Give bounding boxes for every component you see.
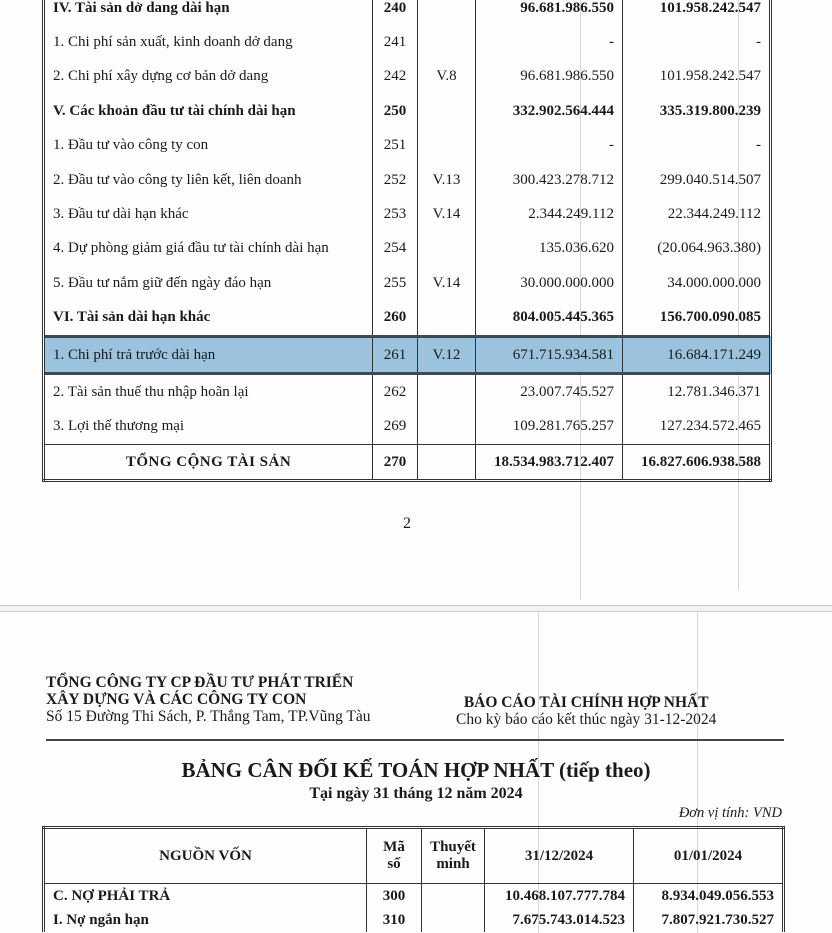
row-note (418, 301, 476, 337)
row-label: 2. Tài sản thuế thu nhập hoãn lại (44, 374, 373, 410)
table-row (44, 60, 771, 94)
row-value-prior: (20.064.963.380) (623, 232, 771, 266)
row-code: 300 (367, 884, 422, 909)
table-row (44, 25, 771, 59)
row-value-current: 10.468.107.777.784 (485, 884, 634, 909)
row-label: 3. Đầu tư dài hạn khác (44, 197, 373, 231)
table-row (44, 232, 771, 266)
row-label: IV. Tài sản dở dang dài hạn (44, 0, 373, 25)
col-header-prior: 01/01/2024 (634, 828, 784, 884)
row-note: V.8 (418, 60, 476, 94)
table-row (44, 908, 784, 932)
row-value-current: 96.681.986.550 (476, 0, 623, 25)
page-title: BẢNG CÂN ĐỐI KẾ TOÁN HỢP NHẤT (tiếp theo) (181, 758, 651, 782)
row-note: V.13 (418, 163, 476, 197)
row-code: 250 (373, 94, 418, 128)
row-value-current: 300.423.278.712 (476, 163, 623, 197)
report-title: BÁO CÁO TÀI CHÍNH HỢP NHẤT (463, 694, 709, 711)
row-label: I. Nợ ngắn hạn (44, 908, 367, 932)
row-value-prior: 7.807.921.730.527 (634, 908, 784, 932)
row-value-current: 2.344.249.112 (476, 197, 623, 231)
row-value-prior: 101.958.242.547 (623, 60, 771, 94)
row-value-prior: 156.700.090.085 (623, 301, 771, 337)
col-header-name: NGUỒN VỐN (44, 828, 367, 884)
row-value-prior: 16.827.606.938.588 (623, 445, 771, 481)
table-row (44, 94, 771, 128)
row-code: 260 (373, 301, 418, 337)
table-row (44, 129, 771, 163)
row-value-prior: 101.958.242.547 (623, 0, 771, 25)
row-code: 310 (367, 908, 422, 932)
row-label: 1. Đầu tư vào công ty con (44, 129, 373, 163)
row-code: 240 (373, 0, 418, 25)
row-note (422, 884, 485, 909)
row-value-current: 7.675.743.014.523 (485, 908, 634, 932)
row-value-current: - (476, 25, 623, 59)
table-row (44, 197, 771, 231)
company-address: Số 15 Đường Thi Sách, P. Thắng Tam, TP.Vũng Tàu (46, 708, 371, 725)
row-note (418, 25, 476, 59)
company-header (46, 674, 371, 725)
row-value-current: - (476, 129, 623, 163)
row-code: 269 (373, 410, 418, 445)
row-value-current: 18.534.983.712.407 (476, 445, 623, 481)
company-name-line1: TỔNG CÔNG TY CP ĐẦU TƯ PHÁT TRIỂN (46, 674, 354, 691)
row-code: 270 (373, 445, 418, 481)
row-code: 253 (373, 197, 418, 231)
table-row (44, 0, 771, 25)
header-divider (46, 739, 784, 741)
row-label: 3. Lợi thế thương mại (44, 410, 373, 445)
row-value-prior: 8.934.049.056.553 (634, 884, 784, 909)
report-header (456, 694, 716, 728)
total-row (44, 445, 771, 481)
row-value-prior: 335.319.800.239 (623, 94, 771, 128)
table-row (44, 884, 784, 909)
row-label: VI. Tài sản dài hạn khác (44, 301, 373, 337)
row-value-current: 671.715.934.581 (476, 336, 623, 373)
page-subtitle: Tại ngày 31 tháng 12 năm 2024 (309, 785, 523, 802)
page-number: 2 (403, 515, 411, 532)
liabilities-table (42, 826, 785, 932)
row-value-prior: 34.000.000.000 (623, 266, 771, 300)
row-value-prior: 22.344.249.112 (623, 197, 771, 231)
page-separator (0, 605, 832, 612)
row-code: 262 (373, 374, 418, 410)
row-value-prior: - (623, 25, 771, 59)
row-note (418, 232, 476, 266)
row-value-current: 109.281.765.257 (476, 410, 623, 445)
row-code: 261 (373, 336, 418, 373)
table-row (44, 410, 771, 445)
col-header-current: 31/12/2024 (485, 828, 634, 884)
document-page-2 (0, 612, 832, 933)
row-code: 241 (373, 25, 418, 59)
row-label: 2. Chi phí xây dựng cơ bản dở dang (44, 60, 373, 94)
row-note (418, 374, 476, 410)
row-note (422, 908, 485, 932)
row-value-current: 135.036.620 (476, 232, 623, 266)
row-label: V. Các khoản đầu tư tài chính dài hạn (44, 94, 373, 128)
row-value-current: 23.007.745.527 (476, 374, 623, 410)
table-row (44, 163, 771, 197)
row-note (418, 410, 476, 445)
assets-table (42, 0, 772, 482)
row-label: 4. Dự phòng giảm giá đầu tư tài chính dài hạn (44, 232, 373, 266)
currency-unit: Đơn vị tính: VND (678, 805, 782, 821)
row-label: 2. Đầu tư vào công ty liên kết, liên doanh (44, 163, 373, 197)
row-note (418, 445, 476, 481)
row-value-current: 332.902.564.444 (476, 94, 623, 128)
row-code: 255 (373, 266, 418, 300)
row-label: 1. Chi phí sản xuất, kinh doanh dở dang (44, 25, 373, 59)
report-period: Cho kỳ báo cáo kết thúc ngày 31-12-2024 (456, 711, 717, 728)
row-note (418, 129, 476, 163)
col-header-code: Mã số (367, 828, 422, 884)
table-row (44, 336, 771, 373)
col-header-note: Thuyết minh (422, 828, 485, 884)
row-note (418, 0, 476, 25)
row-label: 5. Đầu tư nắm giữ đến ngày đáo hạn (44, 266, 373, 300)
row-value-prior: 127.234.572.465 (623, 410, 771, 445)
row-code: 251 (373, 129, 418, 163)
row-note: V.14 (418, 197, 476, 231)
table-row (44, 266, 771, 300)
row-value-current: 96.681.986.550 (476, 60, 623, 94)
row-note: V.12 (418, 336, 476, 373)
table-row (44, 301, 771, 337)
row-code: 242 (373, 60, 418, 94)
row-value-prior: 12.781.346.371 (623, 374, 771, 410)
row-value-current: 30.000.000.000 (476, 266, 623, 300)
table-row (44, 374, 771, 410)
table-header-row (44, 828, 784, 884)
row-code: 252 (373, 163, 418, 197)
row-value-prior: 16.684.171.249 (623, 336, 771, 373)
row-note (418, 94, 476, 128)
row-label: C. NỢ PHẢI TRẢ (44, 884, 367, 909)
row-label: TỔNG CỘNG TÀI SẢN (44, 445, 373, 481)
company-name-line2: XÂY DỰNG VÀ CÁC CÔNG TY CON (46, 691, 307, 708)
row-label: 1. Chi phí trả trước dài hạn (44, 336, 373, 373)
row-note: V.14 (418, 266, 476, 300)
row-value-prior: - (623, 129, 771, 163)
row-code: 254 (373, 232, 418, 266)
row-value-prior: 299.040.514.507 (623, 163, 771, 197)
row-value-current: 804.005.445.365 (476, 301, 623, 337)
